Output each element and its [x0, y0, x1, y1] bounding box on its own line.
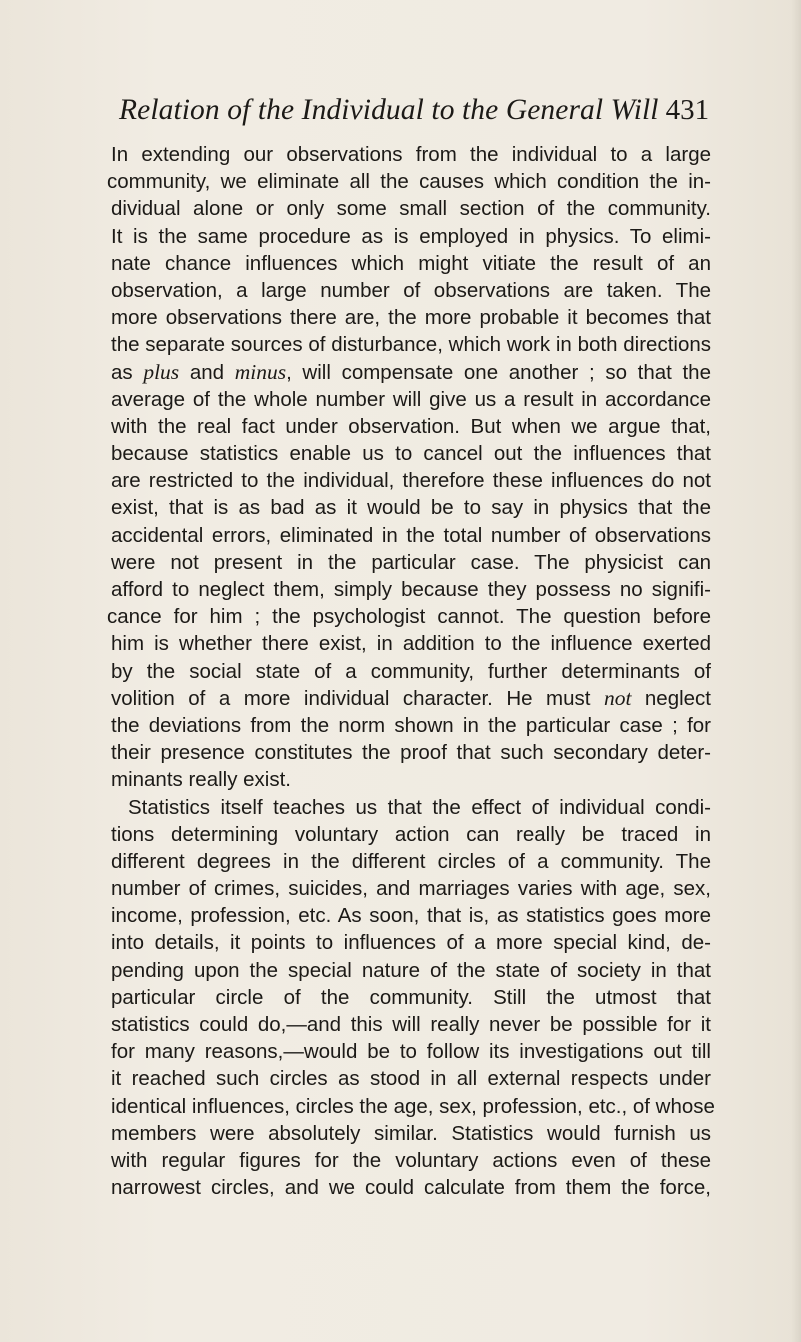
text-line: by the social state of a community, further determinants of — [111, 659, 711, 683]
text-line: him is whether there exist, in addition to the influence exerted — [111, 632, 711, 656]
text-run: neglect — [631, 686, 711, 710]
text-line: narrowest circles, and we could calculate from them the force, — [111, 1176, 711, 1200]
text-line: dividual alone or only some small section of the community. — [111, 197, 711, 221]
text-line: with regular figures for the voluntary actions even of these — [111, 1148, 711, 1172]
text-line: their presence constitutes the proof that such secondary deter- — [111, 741, 711, 765]
paragraph-start: Statistics itself teaches us that the effect of individual condi- — [128, 795, 711, 819]
text-line: cance for him ; the psychologist cannot. The question before — [107, 605, 711, 629]
text-line: pending upon the special nature of the state of society in that — [111, 958, 711, 982]
text-line: were not present in the particular case. The physicist can — [111, 550, 711, 574]
body-text — [107, 141, 715, 1201]
italic-term: not — [603, 685, 632, 710]
text-line: different degrees in the different circles of a community. The — [111, 849, 711, 873]
text-line: statistics could do,—and this will really never be possible for it — [111, 1013, 711, 1036]
text-run: as — [111, 360, 144, 384]
page-edge-shadow — [791, 0, 801, 1342]
text-line: number of crimes, suicides, and marriages varies with age, sex, — [111, 877, 711, 901]
text-line — [111, 359, 711, 386]
text-run: volition of a more individual character. He must — [111, 686, 604, 710]
text-line: average of the whole number will give us a result in accordance — [111, 387, 711, 411]
text-line: afford to neglect them, simply because they possess no signifi- — [111, 578, 711, 601]
running-title: Relation of the Individual to the General Will — [119, 94, 659, 126]
text-line: for many reasons,—would be to follow its investigations out till — [111, 1040, 711, 1064]
text-line: particular circle of the community. Still the utmost that — [111, 985, 711, 1009]
text-line: more observations there are, the more probable it becomes that — [111, 306, 711, 330]
text-line: the deviations from the norm shown in the particular case ; for — [111, 713, 711, 737]
text-line: exist, that is as bad as it would be to say in physics that the — [111, 496, 711, 520]
text-line: tions determining voluntary action can really be traced in — [111, 822, 711, 846]
text-line: It is the same procedure as is employed in physics. To elimi- — [111, 224, 711, 248]
text-line: income, profession, etc. As soon, that is, as statistics goes more — [111, 904, 711, 928]
text-line: accidental errors, eliminated in the total number of observations — [111, 523, 711, 547]
page-number: 431 — [665, 94, 710, 126]
text-run: , will compensate one another ; so that the — [286, 360, 711, 384]
running-head — [119, 88, 719, 132]
text-run: and — [179, 360, 235, 384]
text-line: into details, it points to influences of a more special kind, de- — [111, 931, 711, 955]
italic-term: plus — [143, 359, 180, 384]
text-line: are restricted to the individual, therefore these influences do not — [111, 469, 711, 493]
text-line: because statistics enable us to cancel out the influences that — [111, 442, 711, 466]
italic-term: minus — [234, 359, 287, 384]
text-line: the separate sources of disturbance, which work in both directions — [111, 333, 711, 357]
text-line: observation, a large number of observations are taken. The — [111, 278, 711, 302]
text-line: nate chance influences which might vitiate the result of an — [111, 251, 711, 275]
text-line: community, we eliminate all the causes which condition the in- — [107, 170, 711, 194]
text-line: minants really exist. — [111, 768, 292, 792]
text-line: identical influences, circles the age, sex, profession, etc., of whose — [111, 1094, 715, 1118]
text-line: with the real fact under observation. But when we argue that, — [111, 414, 711, 438]
text-line: members were absolutely similar. Statistics would furnish us — [111, 1121, 711, 1145]
text-line: it reached such circles as stood in all external respects under — [111, 1067, 711, 1091]
text-line — [111, 685, 711, 712]
text-line: In extending our observations from the individual to a large — [111, 143, 711, 166]
